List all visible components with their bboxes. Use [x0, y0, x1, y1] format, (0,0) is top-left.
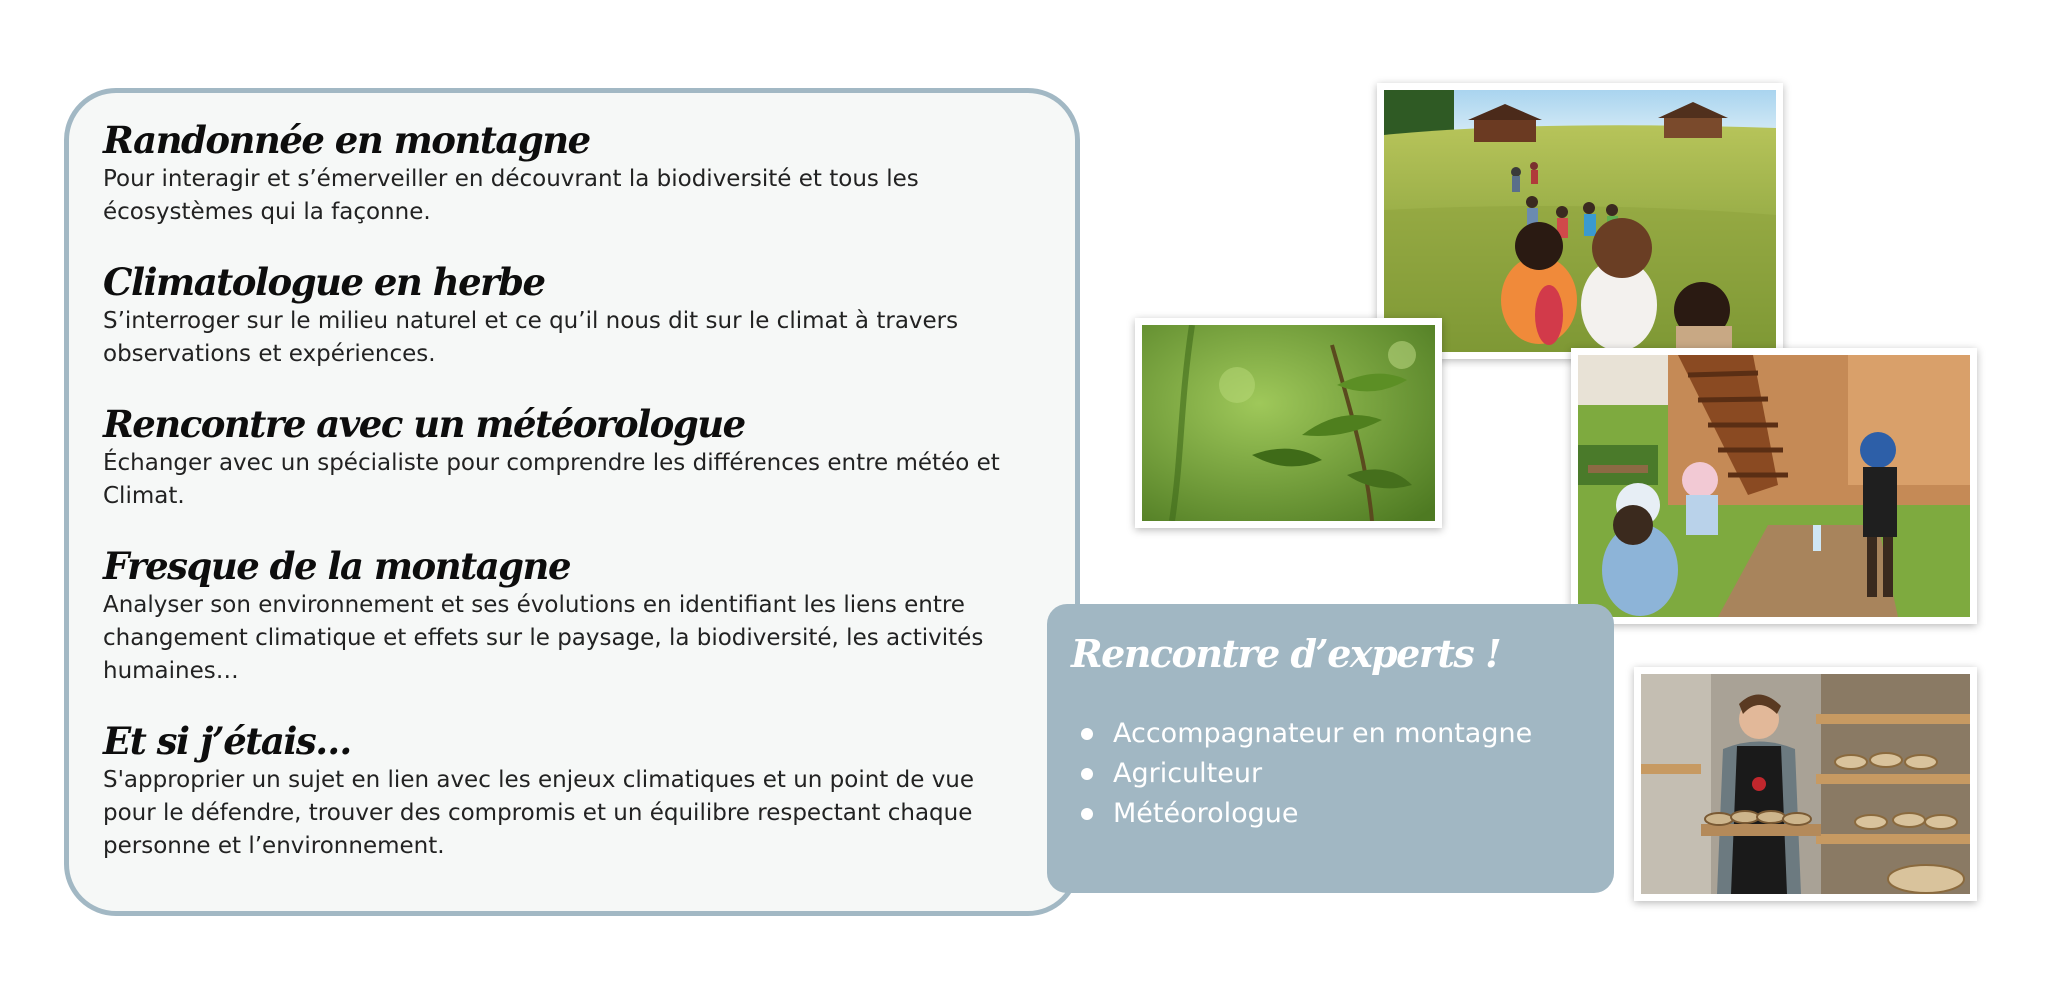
expert-label: Accompagnateur en montagne — [1113, 718, 1533, 749]
expert-item — [1071, 714, 1588, 754]
expert-label: Météorologue — [1113, 798, 1299, 829]
activity-title: Climatologue en herbe — [103, 260, 545, 304]
activity-hiking — [103, 117, 1031, 229]
activity-description: S'approprier un sujet en lien avec les enjeux climatiques et un point de vue pour le défendre, trouver des compromis et un équilibre respectant chaque personne et l’environnement. — [103, 767, 975, 859]
expert-label: Agriculteur — [1113, 758, 1263, 789]
expert-item — [1071, 754, 1588, 794]
activity-title: Randonnée en montagne — [103, 118, 590, 162]
bullet-icon — [1081, 728, 1093, 740]
bullet-icon — [1081, 808, 1093, 820]
photo-kids-activity — [1571, 348, 1977, 624]
activity-description: S’interroger sur le milieu naturel et ce qu’il nous dit sur le climat à travers observations et expériences. — [103, 308, 959, 367]
experts-box — [1047, 604, 1614, 893]
activity-role-play — [103, 718, 1031, 863]
expert-item — [1071, 794, 1588, 834]
photo-cheese-cellar — [1634, 667, 1977, 901]
experts-title: Rencontre d’experts ! — [1071, 631, 1501, 676]
experts-list — [1071, 714, 1588, 834]
activity-description: Pour interagir et s’émerveiller en découvrant la biodiversité et tous les écosystèmes qui la façonne. — [103, 166, 919, 225]
activity-description: Analyser son environnement et ses évolutions en identifiant les liens entre changement climatique et effets sur le paysage, la biodiversité, les activités humaines… — [103, 592, 984, 684]
photo-plant-closeup — [1135, 318, 1442, 528]
activity-title: Fresque de la montagne — [103, 544, 570, 588]
activity-fresco — [103, 543, 1031, 688]
activity-title: Rencontre avec un météorologue — [103, 402, 745, 446]
bullet-icon — [1081, 768, 1093, 780]
activity-title: Et si j’étais… — [103, 719, 351, 763]
activities-card — [64, 88, 1080, 916]
activity-description: Échanger avec un spécialiste pour comprendre les différences entre météo et Climat. — [103, 450, 1000, 509]
activity-meteorologist — [103, 401, 1031, 513]
activity-climatologist — [103, 259, 1031, 371]
